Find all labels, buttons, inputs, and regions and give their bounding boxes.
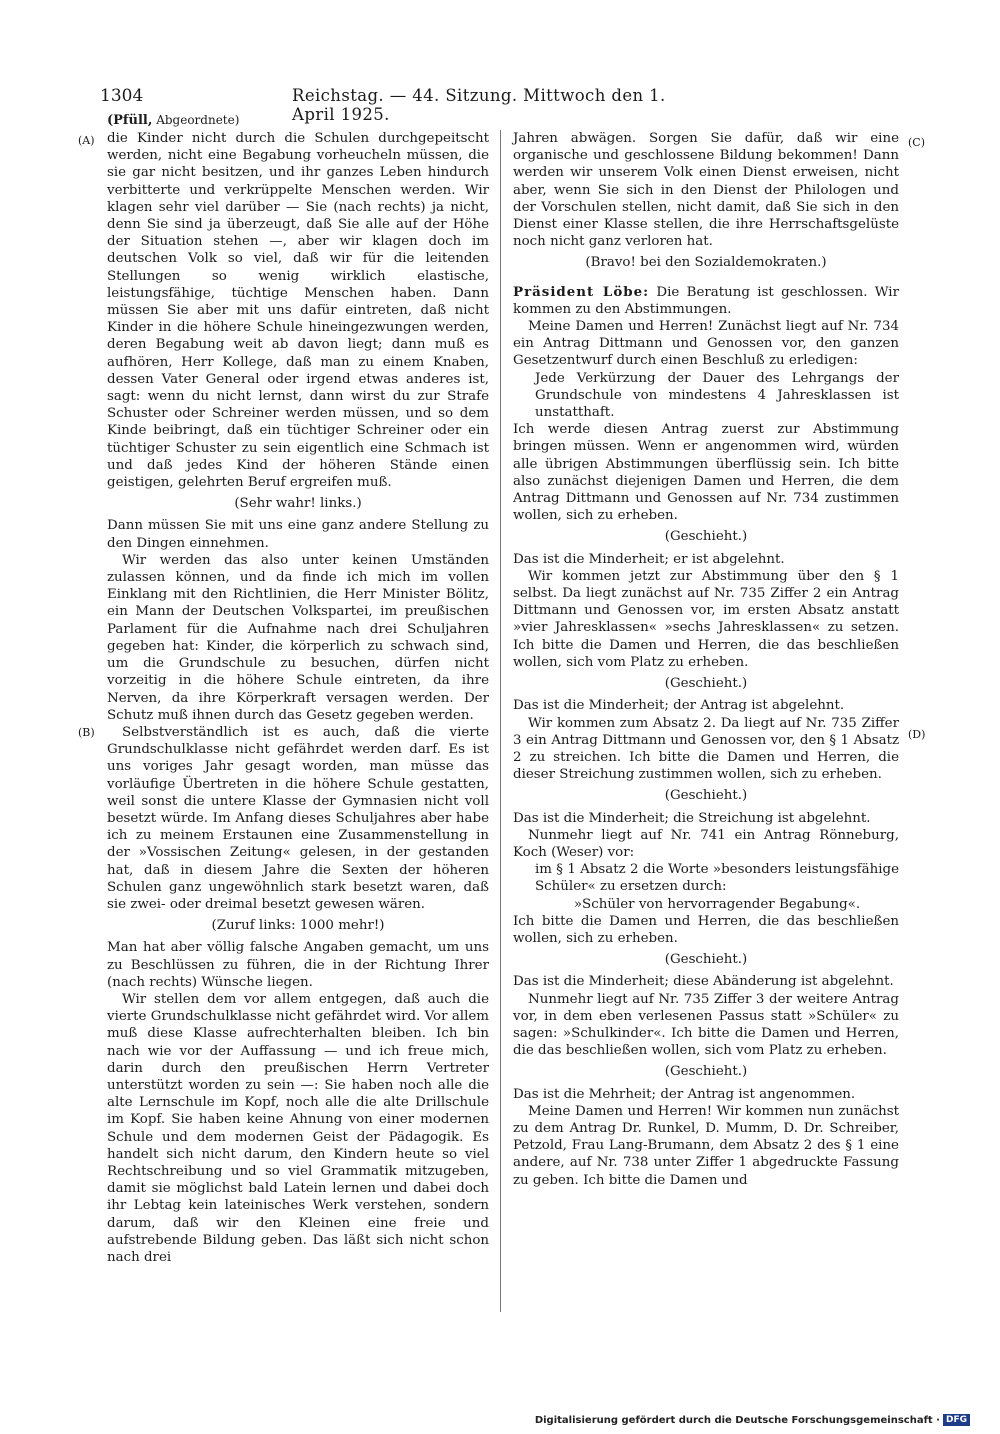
- paragraph: Dann müssen Sie mit uns eine ganz andere Stellung zu den Dingen einnehmen.: [107, 518, 489, 551]
- running-title: Reichstag. — 44. Sitzung. Mittwoch den 1. April 1925.: [292, 86, 666, 124]
- paragraph: Jahren abwägen. Sorgen Sie dafür, daß wir eine organische und geschlossene Bildung bekommen! Dann werden wir unserem Volk einen Dienst erweisen, nicht aber, wenn Sie sich in den Dienst der Philologen und der Vorschulen stellen, nicht damit, daß Sie sich in den Dienst einer Klasse stellen, die ihre Herrschaftsgelüste noch nicht ganz verloren hat.: [513, 131, 899, 250]
- margin-mark-d: (D): [908, 728, 926, 741]
- paragraph: Meine Damen und Herren! Zunächst liegt auf Nr. 734 ein Antrag Dittmann und Genossen vor, den ganzen Gesetzentwurf durch einen Beschluß zu erledigen:: [513, 319, 899, 369]
- right-column: [513, 130, 899, 1189]
- credit-text: Digitalisierung gefördert durch die Deutsche Forschungsgemeinschaft ·: [534, 1415, 940, 1426]
- quoted-motion: Jede Verkürzung der Dauer des Lehrgangs der Grundschule von mindestens 4 Jahresklassen ist unstatthaft.: [535, 370, 899, 421]
- paragraph: Wir stellen dem vor allem entgegen, daß auch die vierte Grundschulklasse nicht gefährdet wird. Vor allem muß diese Klasse aufrechterhalten bleiben. Ich bin nach wie vor der Auffassung — und ich freue mich, darin durch den preußischen Herrn Vertreter unterstützt worden zu sein —: Sie haben noch alle die alte Lernschule im Kopf, noch alle die alte Drillschule im Kopf. Sie haben keine Ahnung von einer modernen Schule und dem modernen Geist der Pädagogik. Es handelt sich nicht darum, den Kindern heute so viel Rechtschreibung und so viel Grammatik mitzugeben, damit sie möglichst bald Latein lernen und dabei doch ihr Lebtag kein lateinisches Werk verstehen, sondern darum, daß wir den Kleinen eine freie und aufstrebende Bildung geben. Das läßt sich nicht schon nach drei: [107, 991, 489, 1265]
- column-divider: [500, 130, 501, 1312]
- paragraph: Das ist die Minderheit; die Streichung ist abgelehnt.: [513, 810, 871, 826]
- procedure-note: (Geschieht.): [664, 788, 748, 804]
- continued-speaker-tag: [107, 113, 239, 128]
- paragraph: Nunmehr liegt auf Nr. 741 ein Antrag Rönneburg, Koch (Weser) vor:: [513, 827, 899, 860]
- spacer: [513, 277, 899, 284]
- paragraph: Meine Damen und Herren! Wir kommen nun zunächst zu dem Antrag Dr. Runkel, D. Mumm, D. Dr. Schreiber, Petzold, Frau Lang-Brumann, dem Absatz 2 des § 1 eine andere, auf Nr. 738 unter Ziffer 1 abgedruckte Fassung zu geben. Ich bitte die Damen und: [513, 1103, 899, 1188]
- paragraph: Nunmehr liegt auf Nr. 735 Ziffer 3 der weitere Antrag vor, in dem eben verlesenen Passus statt »Schüler« zu sagen: »Schulkinder«. Ich bitte die Damen und Herren, die das beschließen wollen, sich vom Platz zu erheben.: [513, 991, 899, 1059]
- speaker-tag-name: (Pfüll,: [107, 113, 153, 128]
- quoted-motion: »Schüler von hervorragender Begabung«.: [573, 896, 861, 912]
- paragraph: Das ist die Minderheit; diese Abänderung ist abgelehnt.: [513, 974, 894, 990]
- quoted-motion: im § 1 Absatz 2 die Worte »besonders leistungsfähige Schüler« zu ersetzen durch:: [535, 862, 899, 895]
- dfg-logo: DFG: [943, 1414, 970, 1426]
- paragraph: Das ist die Minderheit; der Antrag ist abgelehnt.: [513, 698, 845, 714]
- margin-mark-a: (A): [78, 134, 95, 147]
- procedure-note: (Geschieht.): [664, 529, 748, 545]
- paragraph: Wir kommen zum Absatz 2. Da liegt auf Nr. 735 Ziffer 3 ein Antrag Dittmann und Genossen vor, den § 1 Absatz 2 zu streichen. Ich bitte die Damen und Herren, die dieser Streichung zustimmen wollen, sich zu erheben.: [513, 715, 899, 783]
- margin-mark-c: (C): [908, 136, 925, 149]
- paragraph-text: Die Beratung ist geschlossen. Wir kommen zu den Abstimmungen.: [513, 284, 899, 317]
- procedure-note: (Geschieht.): [664, 676, 748, 692]
- margin-mark-b: (B): [78, 726, 95, 739]
- paragraph: Selbstverständlich ist es auch, daß die vierte Grundschulklasse nicht gefährdet werden darf. Es ist uns voriges Jahr gesagt worden, man müsse das vorläufige Übertreten in die höhere Schule gestatten, weil sonst die untere Klasse der Gymnasien nicht voll besetzt würde. Im Anfang dieses Schuljahres aber habe ich zu meinem Erstaunen eine Zusammenstellung in der »Vossischen Zeitung« gelesen, in der gestanden hat, daß in diesem Jahre die Sexten der höheren Schulen ganz ungewöhnlich stark besetzt waren, daß sie zwei- oder dreimal besetzt gewesen wären.: [107, 724, 489, 912]
- paragraph: Man hat aber völlig falsche Angaben gemacht, um uns zu Beschlüssen zu führen, die in der Richtung Ihrer (nach rechts) Wünsche liegen.: [107, 940, 489, 990]
- paragraph: Ich werde diesen Antrag zuerst zur Abstimmung bringen müssen. Wenn er angenommen wird, würden alle übrigen Abstimmungen überflüssig sein. Ich bitte also zunächst diejenigen Damen und Herren, die dem Antrag Dittmann und Genossen auf Nr. 734 zustimmen wollen, sich zu erheben.: [513, 422, 899, 524]
- digitization-credit: [535, 1414, 970, 1426]
- paragraph: Wir werden das also unter keinen Umständen zulassen können, und da finde ich mich im vollen Einklang mit den Richtlinien, die Herr Minister Bölitz, ein Mann der Deutschen Volkspartei, im preußischen Parlament für die Aufnahme nach drei Schuljahren gegeben hat: Kinder, die körperlich zu schwach sind, um die Grundschule zu besuchen, dürfen nicht vorzeitig in die höhere Schule eintreten, da ihre Nerven, da ihre Körperkraft versagen werden. Der Schutz muß ihnen durch das Gesetz gegeben werden.: [107, 552, 489, 723]
- procedure-note: (Geschieht.): [664, 952, 748, 968]
- speaker-tag-role: Abgeordnete): [156, 113, 240, 127]
- paragraph: Wir kommen jetzt zur Abstimmung über den § 1 selbst. Da liegt zunächst auf Nr. 735 Ziffer 2 ein Antrag Dittmann und Genossen vor, im ersten Absatz anstatt »vier Jahresklassen« »sechs Jahresklassen« zu setzen. Ich bitte die Damen und Herren, die das beschließen wollen, sich vom Platz zu erheben.: [513, 568, 899, 670]
- speaker-name: Präsident Löbe:: [513, 283, 650, 300]
- interjection: (Zuruf links: 1000 mehr!): [211, 918, 385, 934]
- paragraph: die Kinder nicht durch die Schulen durchgepeitscht werden, nicht eine Begabung vorheucheln müssen, die sie gar nicht besitzen, und ihr ganzes Leben hindurch verbitterte und verkrüppelte Menschen werden. Wir klagen sehr viel darüber — Sie (nach rechts) ja nicht, denn Sie sind ja überzeugt, daß Sie alle auf der Höhe der Situation stehen —, aber wir klagen doch im deutschen Volk so viel, daß wir für die leitenden Stellungen so wenig wirklich elastische, leistungsfähige, tüchtige Menschen haben. Dann müssen Sie aber mit uns dafür eintreten, daß nicht Kinder in die höhere Schule hineingezwungen werden, deren Begabung weit ab davon liegt; dann muß es aufhören, Herr Kollege, daß man zu einem Knaben, dessen Vater General oder irgend etwas anderes ist, sagt: wenn du nicht lernst, dann wirst du zur Strafe Schuster oder Schreiner werden müssen, und so dem Kinde beibringt, daß ein tüchtiger Schreiner oder ein tüchtiger Schuster zu sein eigentlich eine Schmach ist und daß jedes Kind der höheren Stände einen geistigen, gelehrten Beruf ergreifen muß.: [107, 131, 489, 491]
- interjection: (Bravo! bei den Sozialdemokraten.): [585, 255, 827, 271]
- interjection: (Sehr wahr! links.): [234, 496, 362, 512]
- paragraph: Ich bitte die Damen und Herren, die das beschließen wollen, sich zu erheben.: [513, 913, 899, 946]
- speaker-paragraph: [513, 284, 899, 318]
- page-number: 1304: [100, 86, 144, 106]
- paragraph: Das ist die Minderheit; er ist abgelehnt.: [513, 551, 785, 567]
- paragraph: Das ist die Mehrheit; der Antrag ist angenommen.: [513, 1086, 856, 1102]
- left-column: [107, 130, 489, 1266]
- procedure-note: (Geschieht.): [664, 1064, 748, 1080]
